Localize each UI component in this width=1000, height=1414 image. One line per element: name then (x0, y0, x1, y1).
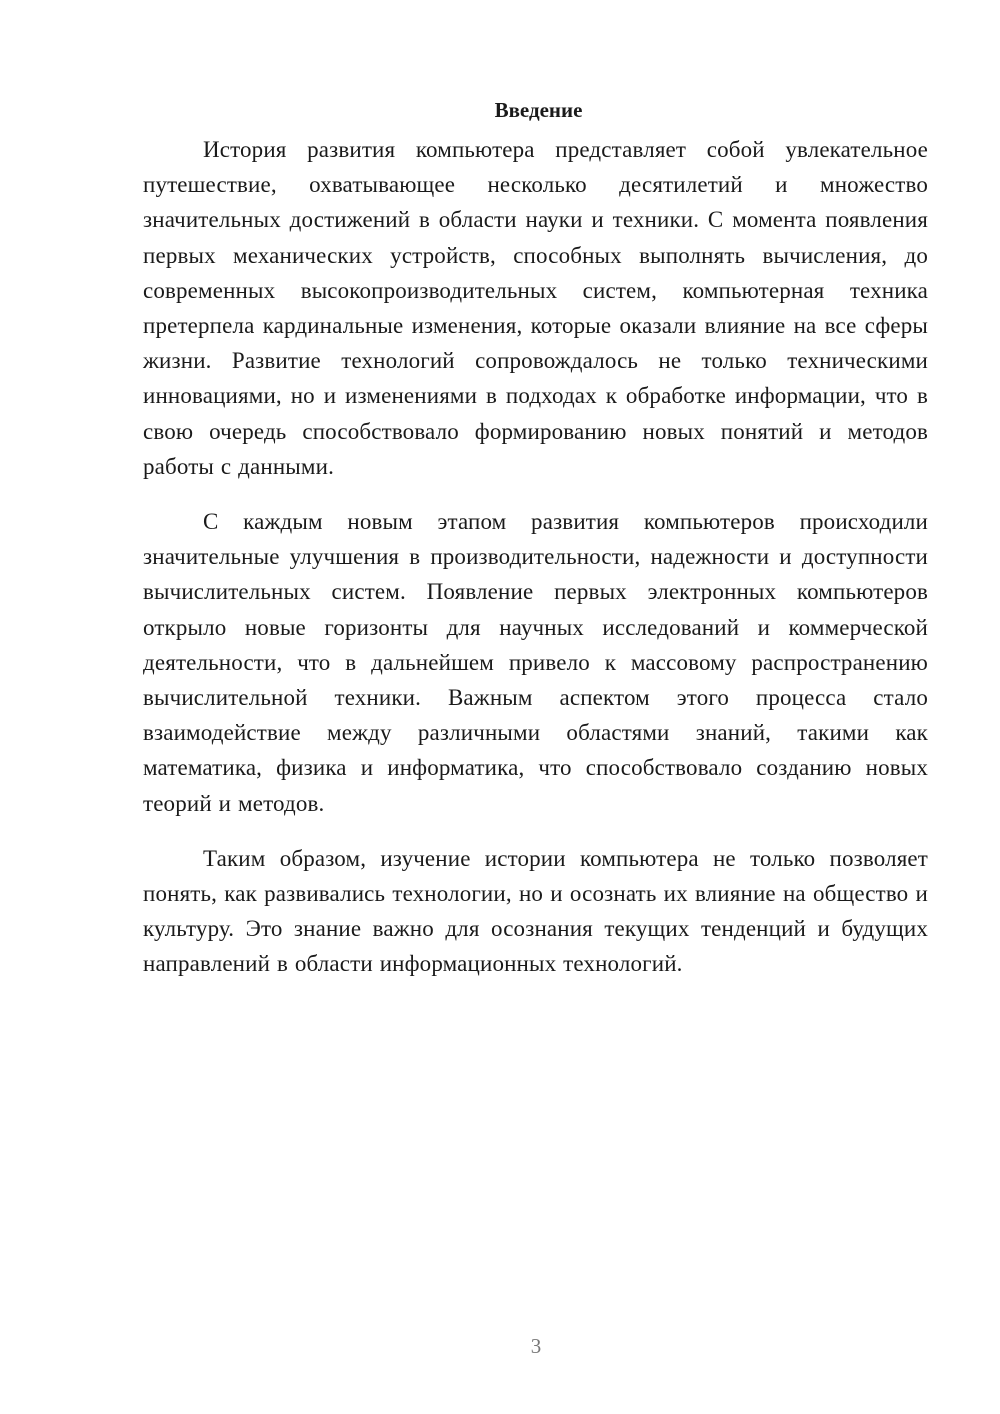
page-number: 3 (530, 1334, 542, 1358)
paragraph-3: Таким образом, изучение истории компьютера не только позволяет понять, как развивались технологии, но и осознать их влияние на общество и культуру. Это знание важно для осознания текущих тенденций и будущих направлений в области информационных технологий. (143, 845, 928, 977)
page-content (143, 92, 928, 1002)
paragraph-1: История развития компьютера представляет собой увлекательное путешествие, охватывающее несколько десятилетий и множество значительных достижений в области науки и техники. С момента появления первых механических устройств, способных выполнять вычисления, до современных высокопроизводительных систем, компьютерная техника претерпела кардинальные изменения, которые оказали влияние на все сферы жизни. Развитие технологий сопровождалось не только техническими инновациями, но и изменениями в подходах к обработке информации, что в свою очередь способствовало формированию новых понятий и методов работы с данными. (143, 137, 928, 479)
paragraph-2: С каждым новым этапом развития компьютеров происходили значительные улучшения в производительности, надежности и доступности вычислительных систем. Появление первых электронных компьютеров открыло новые горизонты для научных исследований и коммерческой деятельности, что в дальнейшем привело к массовому распространению вычислительной техники. Важным аспектом этого процесса стало взаимодействие между различными областями знаний, такими как математика, физика и информатика, что способствовало созданию новых теорий и методов. (143, 509, 928, 816)
page-title: Введение (494, 98, 583, 122)
